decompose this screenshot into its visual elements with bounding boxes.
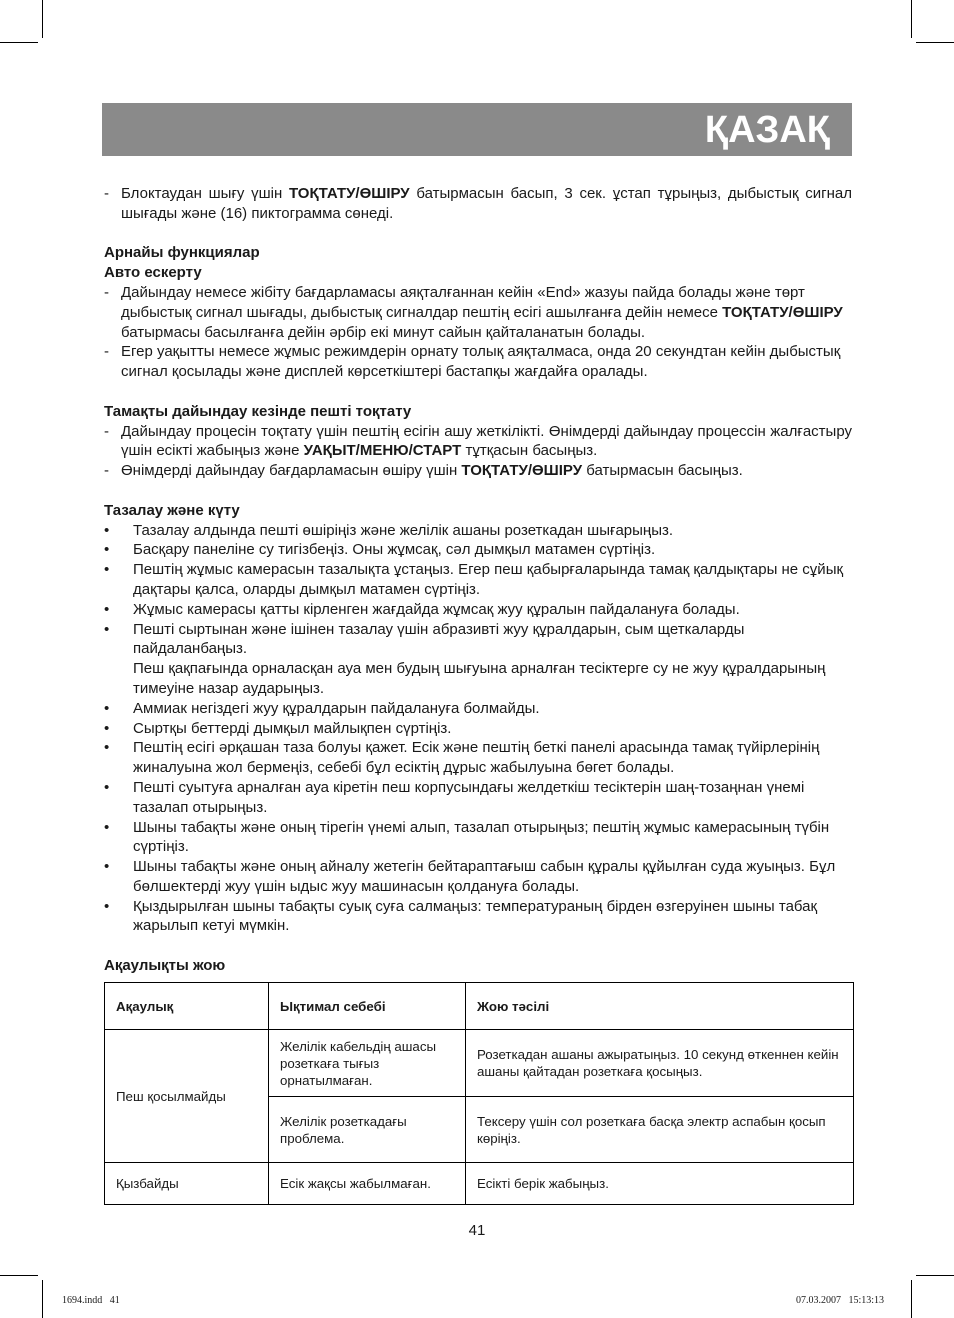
bullet-marker: • <box>104 858 110 876</box>
text: тұтқасын басыңыз. <box>461 442 598 460</box>
dash-marker: - <box>104 283 109 301</box>
text: Дайындау немесе жібіту бағдарламасы аяқталғаннан кейін «End» жазуы пайда болады және төрт дыбыстық сигнал шығады, дыбыстық сигналдар пештің есігі ашылғанға дейін немесе <box>121 283 805 321</box>
page-title: ҚАЗАҚ <box>704 109 830 151</box>
bullet-marker: • <box>104 699 110 717</box>
bullet-marker: • <box>104 719 110 737</box>
dash-marker: - <box>104 343 109 361</box>
list-item <box>104 818 852 858</box>
document-body <box>104 184 852 976</box>
crop-mark <box>911 0 912 38</box>
list-item <box>104 283 852 342</box>
column-header: Жою тәсілі <box>466 983 854 1030</box>
text: Пештің жұмыс камерасын тазалықта ұстаңыз. Егер пеш қабырғаларында тамақ қалдықтары не сұйық дақтары қалса, оларды дымқыл матамен сүртіңіз. <box>133 561 844 598</box>
bullet-marker: • <box>104 620 110 638</box>
column-header: Ықтимал себебі <box>269 983 466 1030</box>
text: Жұмыс камерасы қатты кірленген жағдайда жұмсақ жуу құралын пайдалануға болады. <box>133 600 740 618</box>
page-number: 41 <box>468 1222 486 1239</box>
section-heading: Арнайы функциялар <box>104 244 260 262</box>
dash-marker: - <box>104 462 109 480</box>
list-item <box>104 738 852 778</box>
list-item <box>104 897 852 937</box>
bullet-marker: • <box>104 818 110 836</box>
column-header: Ақаулық <box>105 983 269 1030</box>
list-item <box>104 461 852 481</box>
bullet-marker: • <box>104 897 110 915</box>
table-cell: Желілік розеткадағы проблема. <box>269 1097 466 1163</box>
list-item <box>104 778 852 818</box>
list-item <box>104 600 852 620</box>
text: батырмасын басып, 3 сек. ұстап тұрыңыз, дыбыстық сигнал шығады және (16) пиктограмма сөнеді. <box>121 185 852 222</box>
text: батырмасы басылғанға дейін әрбір екі минут сайын қайталанатын болады. <box>121 323 646 341</box>
bold-text: ТОҚТАТУ/ӨШІРУ <box>289 185 410 202</box>
text: Шыны табақты және оның айналу жетегін бейтараптағыш сабын құралы құйылған суда жуыңыз. Бұл бөлшектерді жуу үшін ыдыс жуу машинасын қолдануға болады. <box>133 858 836 895</box>
bullet-marker: • <box>104 561 110 579</box>
crop-mark <box>911 1280 912 1318</box>
text: Егер уақытты немесе жұмыс режимдерін орнату толық аяқталмаса, онда 20 секундтан кейін дыбыстық сигнал қосылады және дисплей көрсеткіштері бастапқы жағдайға оралады. <box>121 343 841 381</box>
crop-mark <box>42 0 43 38</box>
table-cell: Розеткадан ашаны ажыратыңыз. 10 секунд өткеннен кейін ашаны қайтадан розеткаға қосыңыз. <box>466 1030 854 1097</box>
text: Пешті суытуға арналған ауа кіретін пеш корпусындағы желдеткіш тесіктерін шаң-тозаңнан үнемі тазалап отырыңыз. <box>133 778 805 816</box>
text: Өнімдерді дайындау бағдарламасын өшіру үшін <box>121 462 462 480</box>
dash-marker: - <box>104 185 109 202</box>
text: Аммиак негіздегі жуу құралдарын пайдалануға болмайды. <box>133 699 540 717</box>
list-item <box>104 342 852 382</box>
dash-marker: - <box>104 422 109 440</box>
text: Блоктаудан шығу үшін <box>121 185 289 202</box>
text: Тазалау алдында пешті өшіріңіз және желілік ашаны розеткадан шығарыңыз. <box>133 521 674 539</box>
text: Пеш қақпағында орналасқан ауа мен будың шығуына арналған тесіктерге су не жуу құралдарының тимеуіне назар аударыңыз. <box>133 660 826 697</box>
list-item <box>104 521 852 541</box>
troubleshooting-table <box>104 982 854 1205</box>
bullet-marker: • <box>104 739 110 757</box>
table-cell: Есік жақсы жабылмаған. <box>269 1163 466 1205</box>
bold-text: ТОҚТАТУ/ӨШІРУ <box>461 462 583 480</box>
text: Пештің есігі әрқашан таза болуы қажет. Есік және пештің беткі панелі арасында тамақ түйірлерінің жиналуына жол бермеңіз, себебі бұл есіктің дұрыс жабылуына бөгет болады. <box>133 739 820 777</box>
section-heading: Ақаулықты жою <box>104 957 226 975</box>
bullet-marker: • <box>104 600 110 618</box>
table-cell: Тексеру үшін сол розеткаға басқа электр аспабын қосып көріңіз. <box>466 1097 854 1163</box>
list-item <box>104 422 852 462</box>
section-heading: Тамақты дайындау кезінде пешті тоқтату <box>104 402 412 420</box>
header-banner <box>102 103 852 156</box>
table-header-row <box>105 983 854 1030</box>
list-item <box>104 620 852 699</box>
list-item <box>104 719 852 739</box>
crop-mark <box>0 1275 38 1276</box>
footer-file: 1694.indd 41 <box>62 1295 120 1306</box>
text: Дайындау процесін тоқтату үшін пештің есігін ашу жеткілікті. Өнімдерді дайындау процессін жалғастыру үшін есікті жабыңыз және <box>121 422 852 460</box>
crop-mark <box>916 1275 954 1276</box>
text: Басқару панеліне су тигізбеңіз. Оны жұмсақ, сәл дымқыл матамен сүртіңіз. <box>133 541 656 559</box>
table-row <box>105 1163 854 1205</box>
crop-mark <box>42 1280 43 1318</box>
text: Қыздырылған шыны табақты суық суға салмаңыз: температураның бірден өзгеруінен шыны табақ жарылып кетуі мүмкін. <box>133 897 818 935</box>
text: Пешті сыртынан және ішінен тазалау үшін абразивті жуу құралдарын, сым щеткаларды пайдаланбаңыз. <box>133 620 745 658</box>
bullet-marker: • <box>104 521 110 539</box>
bullet-marker: • <box>104 778 110 796</box>
table-cell: Пеш қосылмайды <box>105 1030 269 1163</box>
text: Шыны табақты және оның тірегін үнемі алып, тазалап отырыңыз; пештің жұмыс камерасының түбін сүртіңіз. <box>133 818 830 856</box>
table-cell: Желілік кабельдің ашасы розеткаға тығыз орнатылмаған. <box>269 1030 466 1097</box>
table-cell: Есікті берік жабыңыз. <box>466 1163 854 1205</box>
list-item <box>104 540 852 560</box>
section-heading: Тазалау және күту <box>104 501 240 519</box>
bold-text: УАҚЫТ/МЕНЮ/СТАРТ <box>303 442 462 460</box>
crop-mark <box>0 42 38 43</box>
list-item <box>104 857 852 897</box>
section-subheading: Авто ескерту <box>104 264 202 282</box>
crop-mark <box>916 42 954 43</box>
list-item <box>104 560 852 600</box>
table-row <box>105 1030 854 1097</box>
list-item <box>104 184 852 224</box>
text: батырмасын басыңыз. <box>582 462 743 480</box>
footer-date: 07.03.2007 15:13:13 <box>795 1295 884 1306</box>
bold-text: ТОҚТАТУ/ӨШІРУ <box>722 303 843 321</box>
list-item <box>104 699 852 719</box>
bullet-marker: • <box>104 541 110 559</box>
text: Сыртқы беттерді дымқыл майлықпен сүртіңіз. <box>133 719 452 737</box>
table-cell: Қызбайды <box>105 1163 269 1205</box>
